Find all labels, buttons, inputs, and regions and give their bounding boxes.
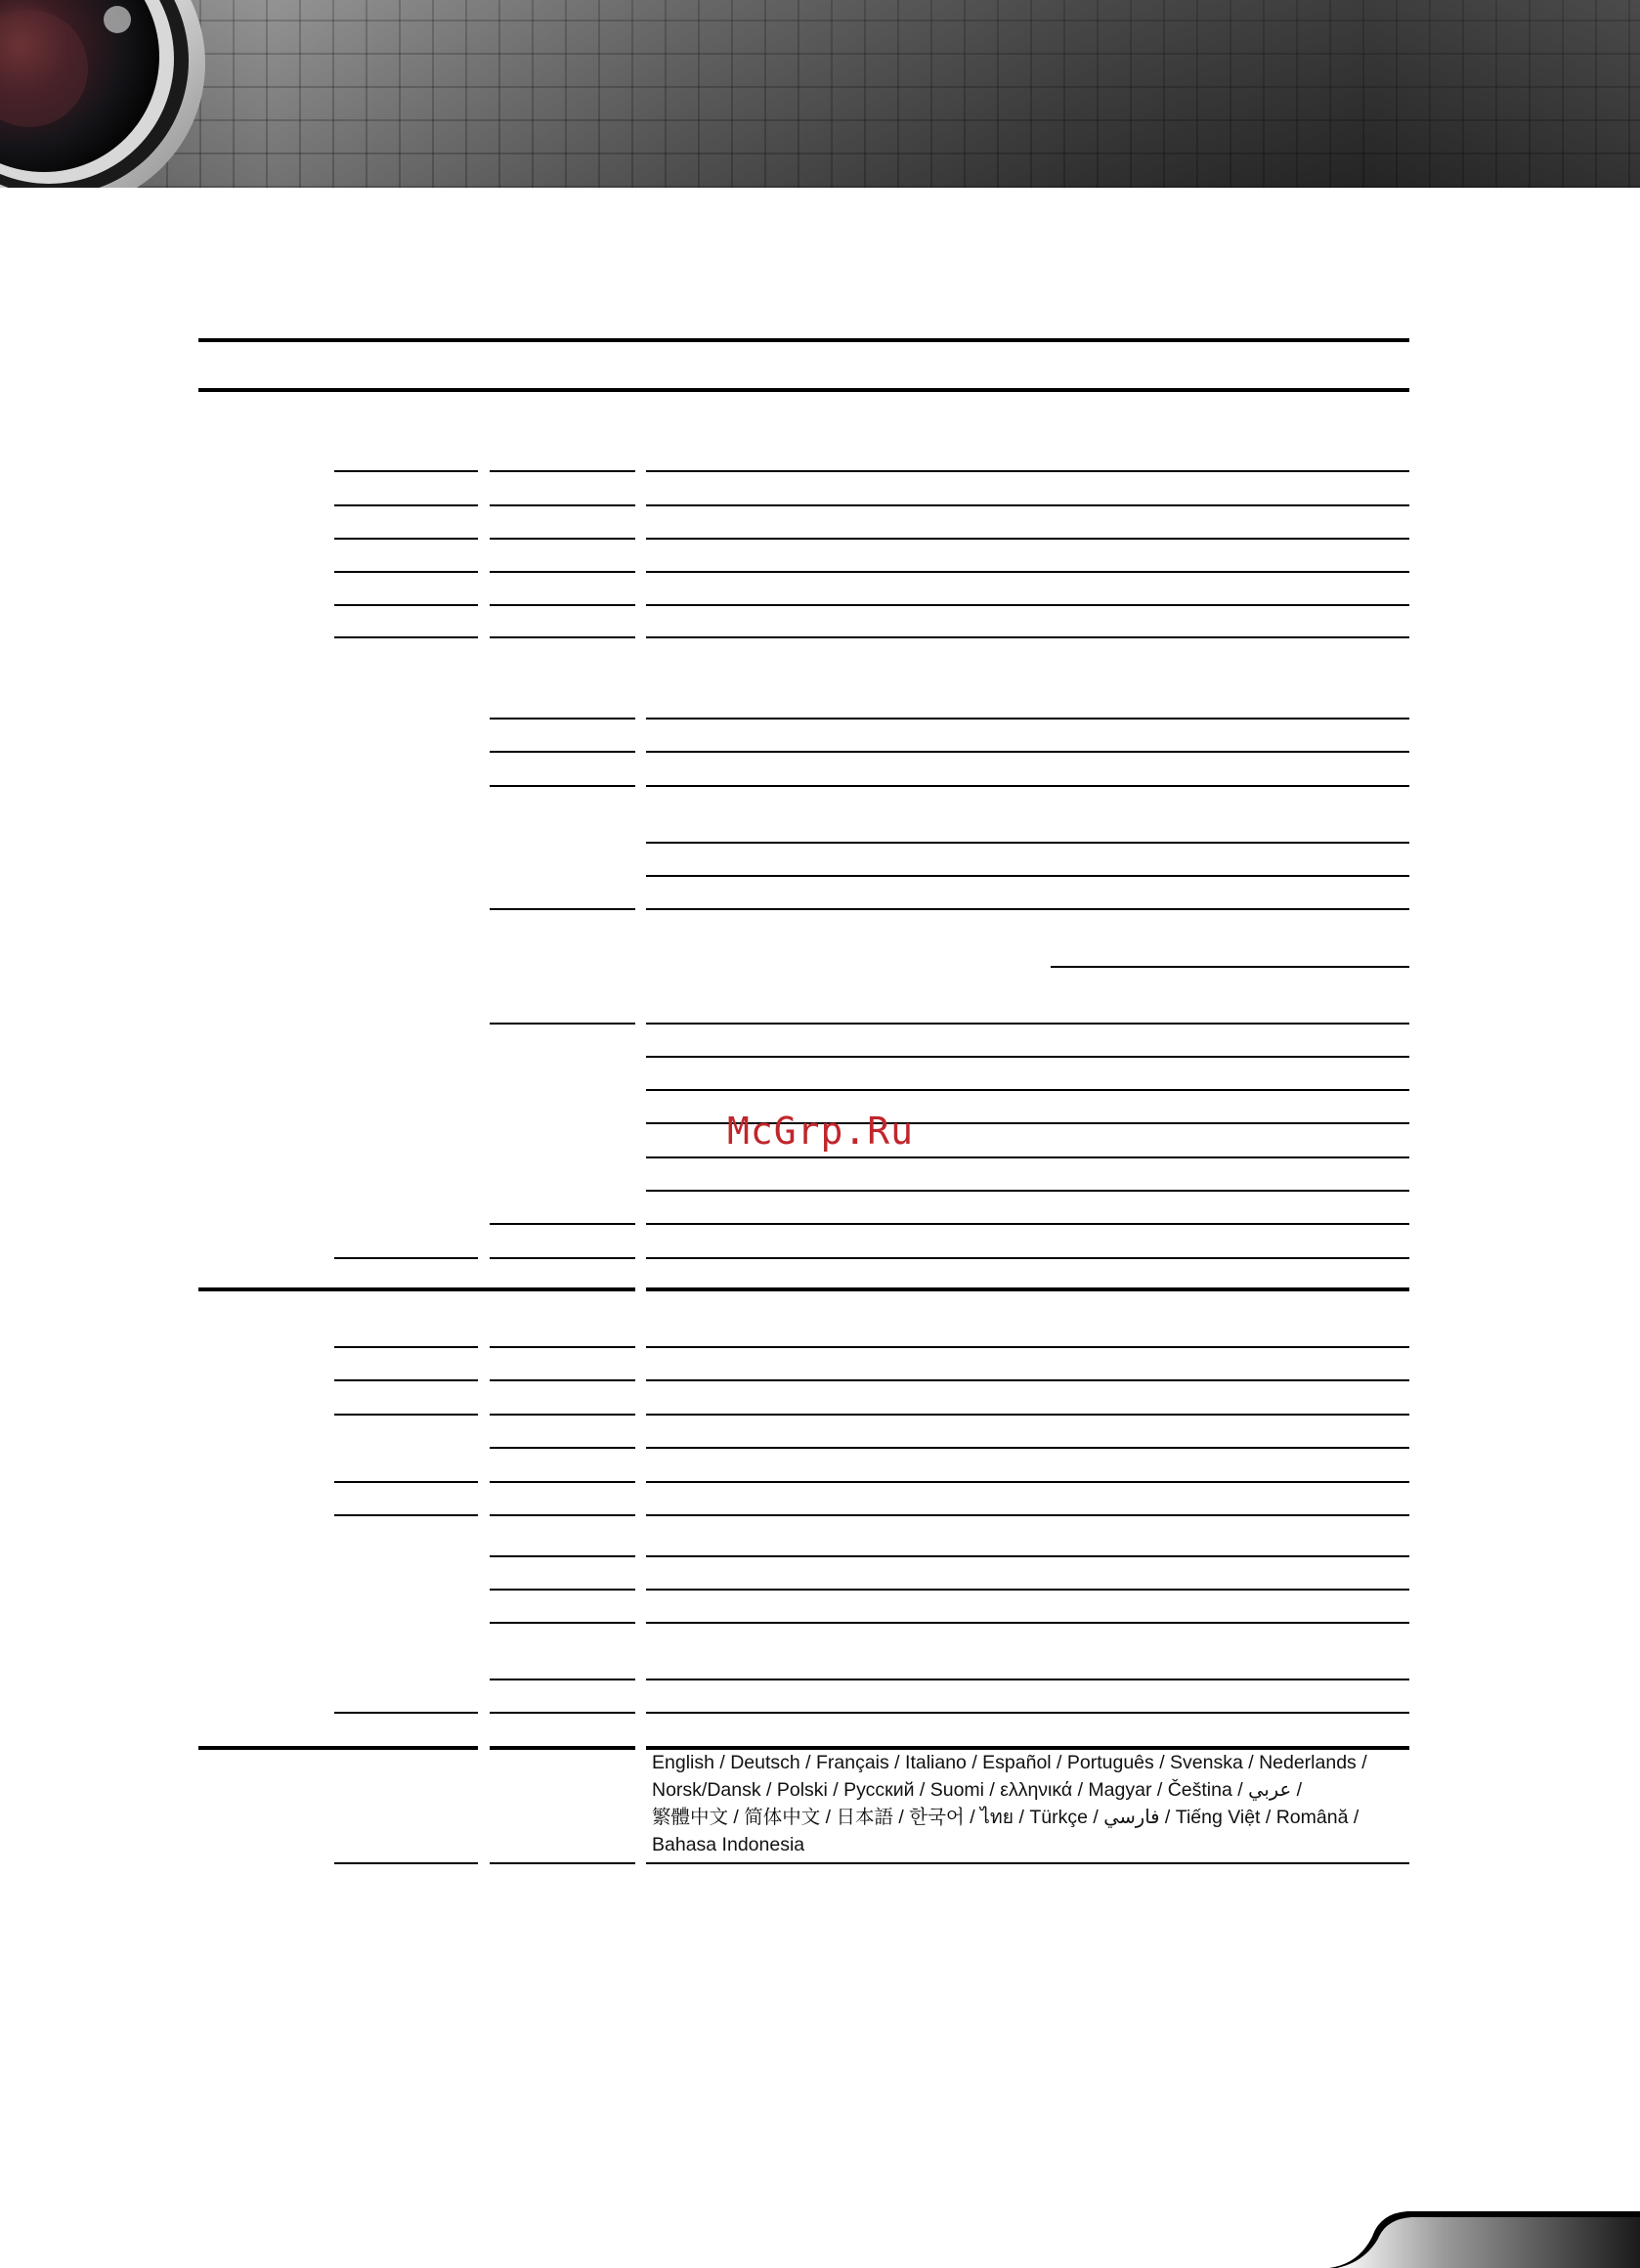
- table-rule: [198, 1287, 635, 1291]
- table-rule: [334, 1346, 478, 1348]
- table-rule: [646, 875, 1409, 877]
- table-rule: [490, 1514, 635, 1516]
- camera-lens-icon: [0, 0, 225, 188]
- table-rule: [646, 1257, 1409, 1259]
- banner-shade: [0, 0, 1640, 188]
- table-rule: [334, 470, 478, 472]
- table-rule: [646, 1622, 1409, 1624]
- table-rule: [490, 1622, 635, 1624]
- table-rule: [490, 1379, 635, 1381]
- table-rule: [646, 1481, 1409, 1483]
- table-rule: [490, 470, 635, 472]
- table-rule: [646, 1862, 1409, 1864]
- table-rule: [646, 908, 1409, 910]
- table-rule: [646, 1023, 1409, 1025]
- table-rule: [646, 718, 1409, 720]
- table-rule: [490, 1712, 635, 1714]
- table-rule: [334, 1862, 478, 1864]
- language-list-line: 繁體中文 / 简体中文 / 日本語 / 한국어 / ไทย / Türkçe / فارسي / Tiếng Việt / Română /: [652, 1807, 1359, 1828]
- header-banner: [0, 0, 1640, 188]
- table-rule: [490, 1414, 635, 1416]
- watermark: McGrp.Ru: [727, 1110, 915, 1153]
- table-rule: [490, 1481, 635, 1483]
- table-rule: [646, 1287, 1409, 1291]
- table-rule: [334, 604, 478, 606]
- table-rule: [646, 1190, 1409, 1192]
- table-rule: [646, 636, 1409, 638]
- table-rule: [334, 1481, 478, 1483]
- table-rule: [1051, 966, 1409, 968]
- table-rule: [490, 1862, 635, 1864]
- page-tab-icon: [1329, 2207, 1640, 2268]
- table-rule: [646, 1447, 1409, 1449]
- table-rule: [490, 504, 635, 506]
- table-rule: [490, 718, 635, 720]
- table-rule: [646, 604, 1409, 606]
- table-rule: [646, 842, 1409, 844]
- table-rule: [646, 785, 1409, 787]
- table-rule: [334, 636, 478, 638]
- table-rule: [198, 1746, 478, 1750]
- table-rule: [490, 538, 635, 540]
- table-rule: [646, 1589, 1409, 1591]
- table-top-rule: [198, 338, 1409, 342]
- table-rule: [490, 571, 635, 573]
- table-rule: [646, 1056, 1409, 1058]
- table-rule: [490, 1447, 635, 1449]
- table-rule: [646, 1156, 1409, 1158]
- table-header-rule: [198, 388, 1409, 392]
- table-rule: [490, 785, 635, 787]
- table-rule: [334, 1712, 478, 1714]
- table-rule: [646, 1679, 1409, 1680]
- table-rule: [490, 908, 635, 910]
- table-rule: [490, 604, 635, 606]
- table-rule: [334, 1414, 478, 1416]
- table-rule: [646, 1555, 1409, 1557]
- table-rule: [646, 1223, 1409, 1225]
- table-rule: [646, 1346, 1409, 1348]
- table-rule: [490, 1023, 635, 1025]
- table-rule: [646, 504, 1409, 506]
- table-rule: [334, 571, 478, 573]
- table-rule: [646, 470, 1409, 472]
- table-rule: [490, 1746, 635, 1750]
- language-list-line: Bahasa Indonesia: [652, 1834, 805, 1855]
- table-rule: [490, 751, 635, 753]
- language-list-cell: [652, 1749, 1395, 1858]
- table-rule: [334, 538, 478, 540]
- table-rule: [646, 1514, 1409, 1516]
- language-list-line: English / Deutsch / Français / Italiano / Español / Português / Svenska / Nederlands /: [652, 1752, 1367, 1773]
- table-rule: [490, 1555, 635, 1557]
- table-rule: [334, 504, 478, 506]
- table-rule: [646, 1414, 1409, 1416]
- table-rule: [646, 538, 1409, 540]
- table-rule: [334, 1379, 478, 1381]
- table-rule: [490, 1589, 635, 1591]
- table-rule: [646, 1712, 1409, 1714]
- table-rule: [646, 1089, 1409, 1091]
- table-rule: [490, 1223, 635, 1225]
- table-rule: [334, 1514, 478, 1516]
- table-rule: [490, 1346, 635, 1348]
- table-rule: [490, 1257, 635, 1259]
- table-rule: [646, 571, 1409, 573]
- language-list-line: Norsk/Dansk / Polski / Русский / Suomi / ελληνικά / Magyar / Čeština / عربي /: [652, 1779, 1302, 1801]
- table-rule: [490, 636, 635, 638]
- table-rule: [490, 1679, 635, 1680]
- table-rule: [334, 1257, 478, 1259]
- table-rule: [646, 751, 1409, 753]
- table-rule: [646, 1379, 1409, 1381]
